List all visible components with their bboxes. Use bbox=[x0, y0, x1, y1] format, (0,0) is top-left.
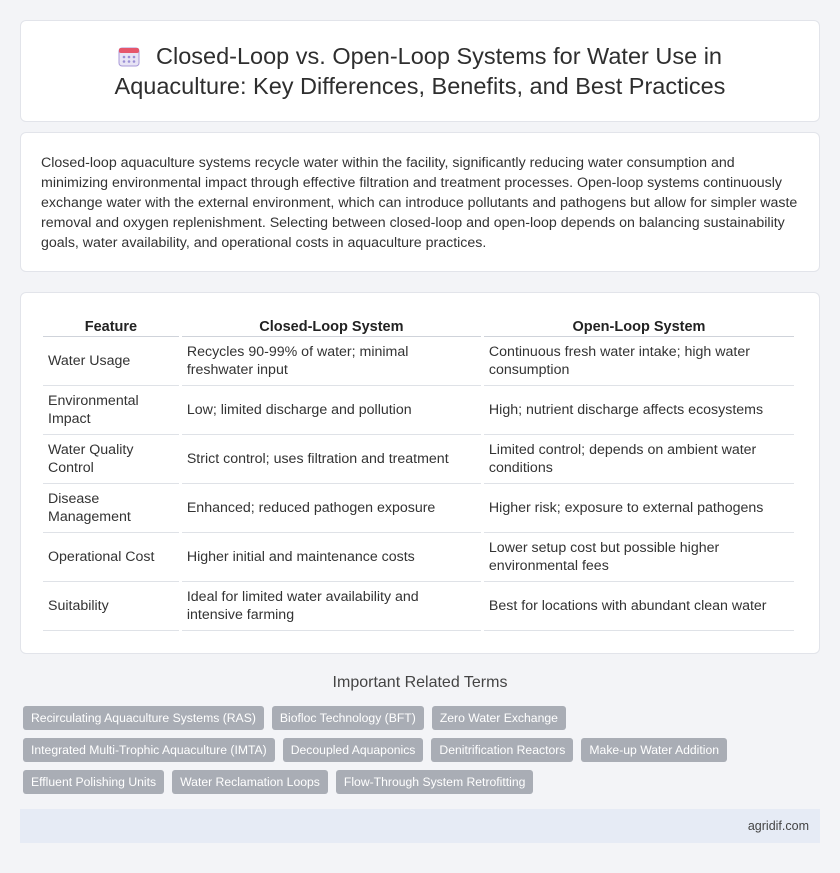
closed-loop-cell: Strict control; uses filtration and treatment bbox=[182, 435, 481, 484]
header-open-loop: Open-Loop System bbox=[484, 315, 794, 337]
related-term-tag[interactable]: Denitrification Reactors bbox=[431, 738, 573, 762]
table-row bbox=[43, 337, 794, 386]
feature-cell: Environmental Impact bbox=[43, 386, 179, 435]
closed-loop-cell: Low; limited discharge and pollution bbox=[182, 386, 481, 435]
page-title bbox=[61, 41, 779, 101]
table-row bbox=[43, 435, 794, 484]
feature-cell: Water Quality Control bbox=[43, 435, 179, 484]
feature-cell: Disease Management bbox=[43, 484, 179, 533]
open-loop-cell: Higher risk; exposure to external pathogens bbox=[484, 484, 794, 533]
table-row bbox=[43, 582, 794, 631]
related-terms-list bbox=[23, 706, 823, 794]
page-title-text: Closed-Loop vs. Open-Loop Systems for Water Use in Aquaculture: Key Differences, Benefits, and Best Practices bbox=[114, 43, 726, 99]
feature-cell: Operational Cost bbox=[43, 533, 179, 582]
related-term-tag[interactable]: Decoupled Aquaponics bbox=[283, 738, 424, 762]
header-closed-loop: Closed-Loop System bbox=[182, 315, 481, 337]
closed-loop-cell: Enhanced; reduced pathogen exposure bbox=[182, 484, 481, 533]
title-card bbox=[20, 20, 820, 122]
table-row bbox=[43, 386, 794, 435]
table-row bbox=[43, 484, 794, 533]
open-loop-cell: Continuous fresh water intake; high water consumption bbox=[484, 337, 794, 386]
related-term-tag[interactable]: Biofloc Technology (BFT) bbox=[272, 706, 424, 730]
footer-site-link[interactable]: agridif.com bbox=[747, 819, 809, 833]
related-term-tag[interactable]: Make-up Water Addition bbox=[581, 738, 727, 762]
footer bbox=[20, 809, 820, 843]
related-term-tag[interactable]: Integrated Multi-Trophic Aquaculture (IMTA) bbox=[23, 738, 275, 762]
closed-loop-cell: Ideal for limited water availability and intensive farming bbox=[182, 582, 481, 631]
calendar-icon bbox=[118, 45, 140, 67]
feature-cell: Water Usage bbox=[43, 337, 179, 386]
related-terms-title: Important Related Terms bbox=[332, 674, 508, 691]
open-loop-cell: Lower setup cost but possible higher environmental fees bbox=[484, 533, 794, 582]
table-header-row bbox=[43, 315, 794, 337]
closed-loop-cell: Recycles 90-99% of water; minimal freshwater input bbox=[182, 337, 481, 386]
open-loop-cell: High; nutrient discharge affects ecosystems bbox=[484, 386, 794, 435]
related-term-tag[interactable]: Recirculating Aquaculture Systems (RAS) bbox=[23, 706, 264, 730]
intro-paragraph: Closed-loop aquaculture systems recycle water within the facility, significantly reducing water consumption and minimizing environmental impact through effective filtration and treatment processes. Open-loop systems continuously exchange water with the external environment, which can introduce pollutants and pathogens but allow for simpler waste removal and oxygen replenishment. Selecting between closed-loop and open-loop depends on balancing sustainability goals, water availability, and operational costs in aquaculture practices. bbox=[41, 155, 798, 251]
related-term-tag[interactable]: Zero Water Exchange bbox=[432, 706, 566, 730]
related-term-tag[interactable]: Water Reclamation Loops bbox=[172, 770, 328, 794]
related-term-tag[interactable]: Effluent Polishing Units bbox=[23, 770, 164, 794]
header-feature: Feature bbox=[43, 315, 179, 337]
open-loop-cell: Limited control; depends on ambient water conditions bbox=[484, 435, 794, 484]
table-row bbox=[43, 533, 794, 582]
closed-loop-cell: Higher initial and maintenance costs bbox=[182, 533, 481, 582]
intro-card bbox=[20, 132, 820, 272]
open-loop-cell: Best for locations with abundant clean water bbox=[484, 582, 794, 631]
comparison-card bbox=[20, 292, 820, 654]
comparison-table bbox=[40, 315, 797, 631]
related-term-tag[interactable]: Flow-Through System Retrofitting bbox=[336, 770, 534, 794]
feature-cell: Suitability bbox=[43, 582, 179, 631]
